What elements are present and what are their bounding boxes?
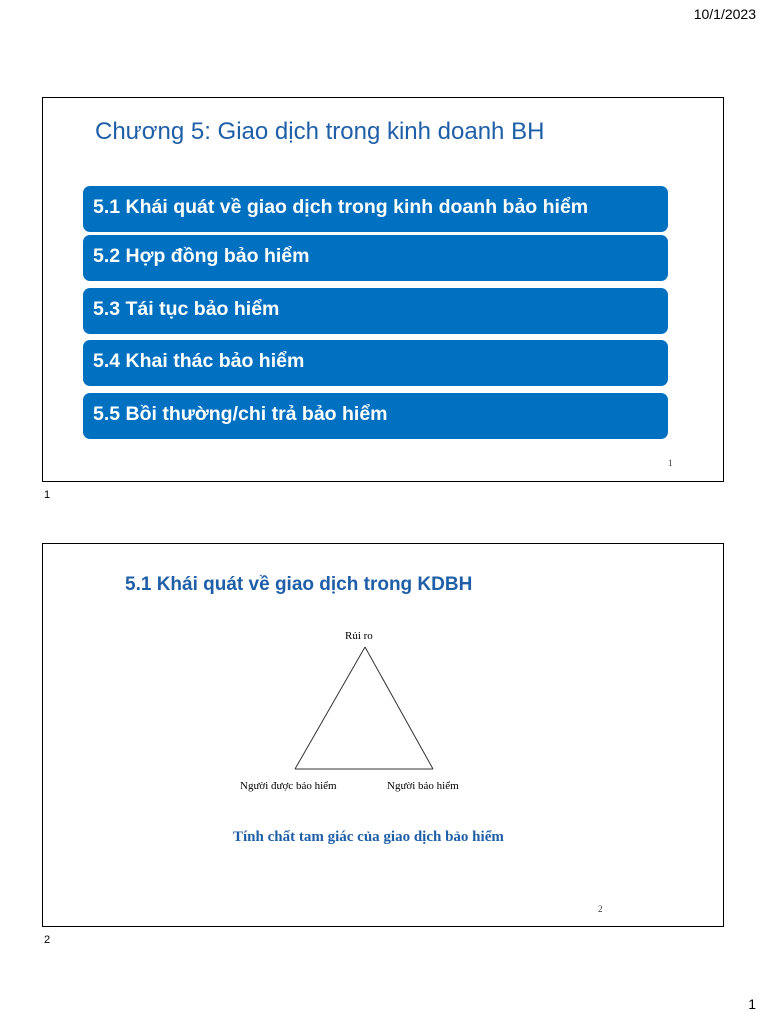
slide-1-number: 1 (668, 458, 673, 468)
triangle-left-label: Người được bảo hiểm (240, 780, 337, 792)
triangle-left-edge (295, 647, 365, 769)
triangle-top-label: Rủi ro (345, 630, 373, 642)
toc-item-5-2: 5.2 Hợp đồng bảo hiểm (83, 235, 668, 281)
triangle-right-edge (365, 647, 433, 769)
slide-2-caption: 2 (44, 934, 51, 946)
slide-1-caption: 1 (44, 489, 51, 501)
slide-1 (42, 97, 724, 482)
triangle-diagram (283, 642, 443, 777)
slide-2-title: 5.1 Khái quát về giao dịch trong KDBH (125, 574, 473, 595)
diagram-caption: Tính chất tam giác của giao dịch bảo hiểm (233, 829, 504, 845)
toc-item-5-5: 5.5 Bồi thường/chi trả bảo hiểm (83, 393, 668, 439)
toc-item-5-4: 5.4 Khai thác bảo hiểm (83, 340, 668, 386)
print-date: 10/1/2023 (693, 6, 756, 22)
triangle-right-label: Người bảo hiểm (387, 780, 459, 792)
page-number: 1 (748, 996, 756, 1012)
toc-item-5-3: 5.3 Tái tục bảo hiểm (83, 288, 668, 334)
slide-1-title: Chương 5: Giao dịch trong kinh doanh BH (95, 118, 545, 145)
toc-item-5-1: 5.1 Khái quát về giao dịch trong kinh doanh bảo hiểm (83, 186, 668, 232)
slide-2-number: 2 (598, 904, 603, 914)
slide-2 (42, 543, 724, 927)
